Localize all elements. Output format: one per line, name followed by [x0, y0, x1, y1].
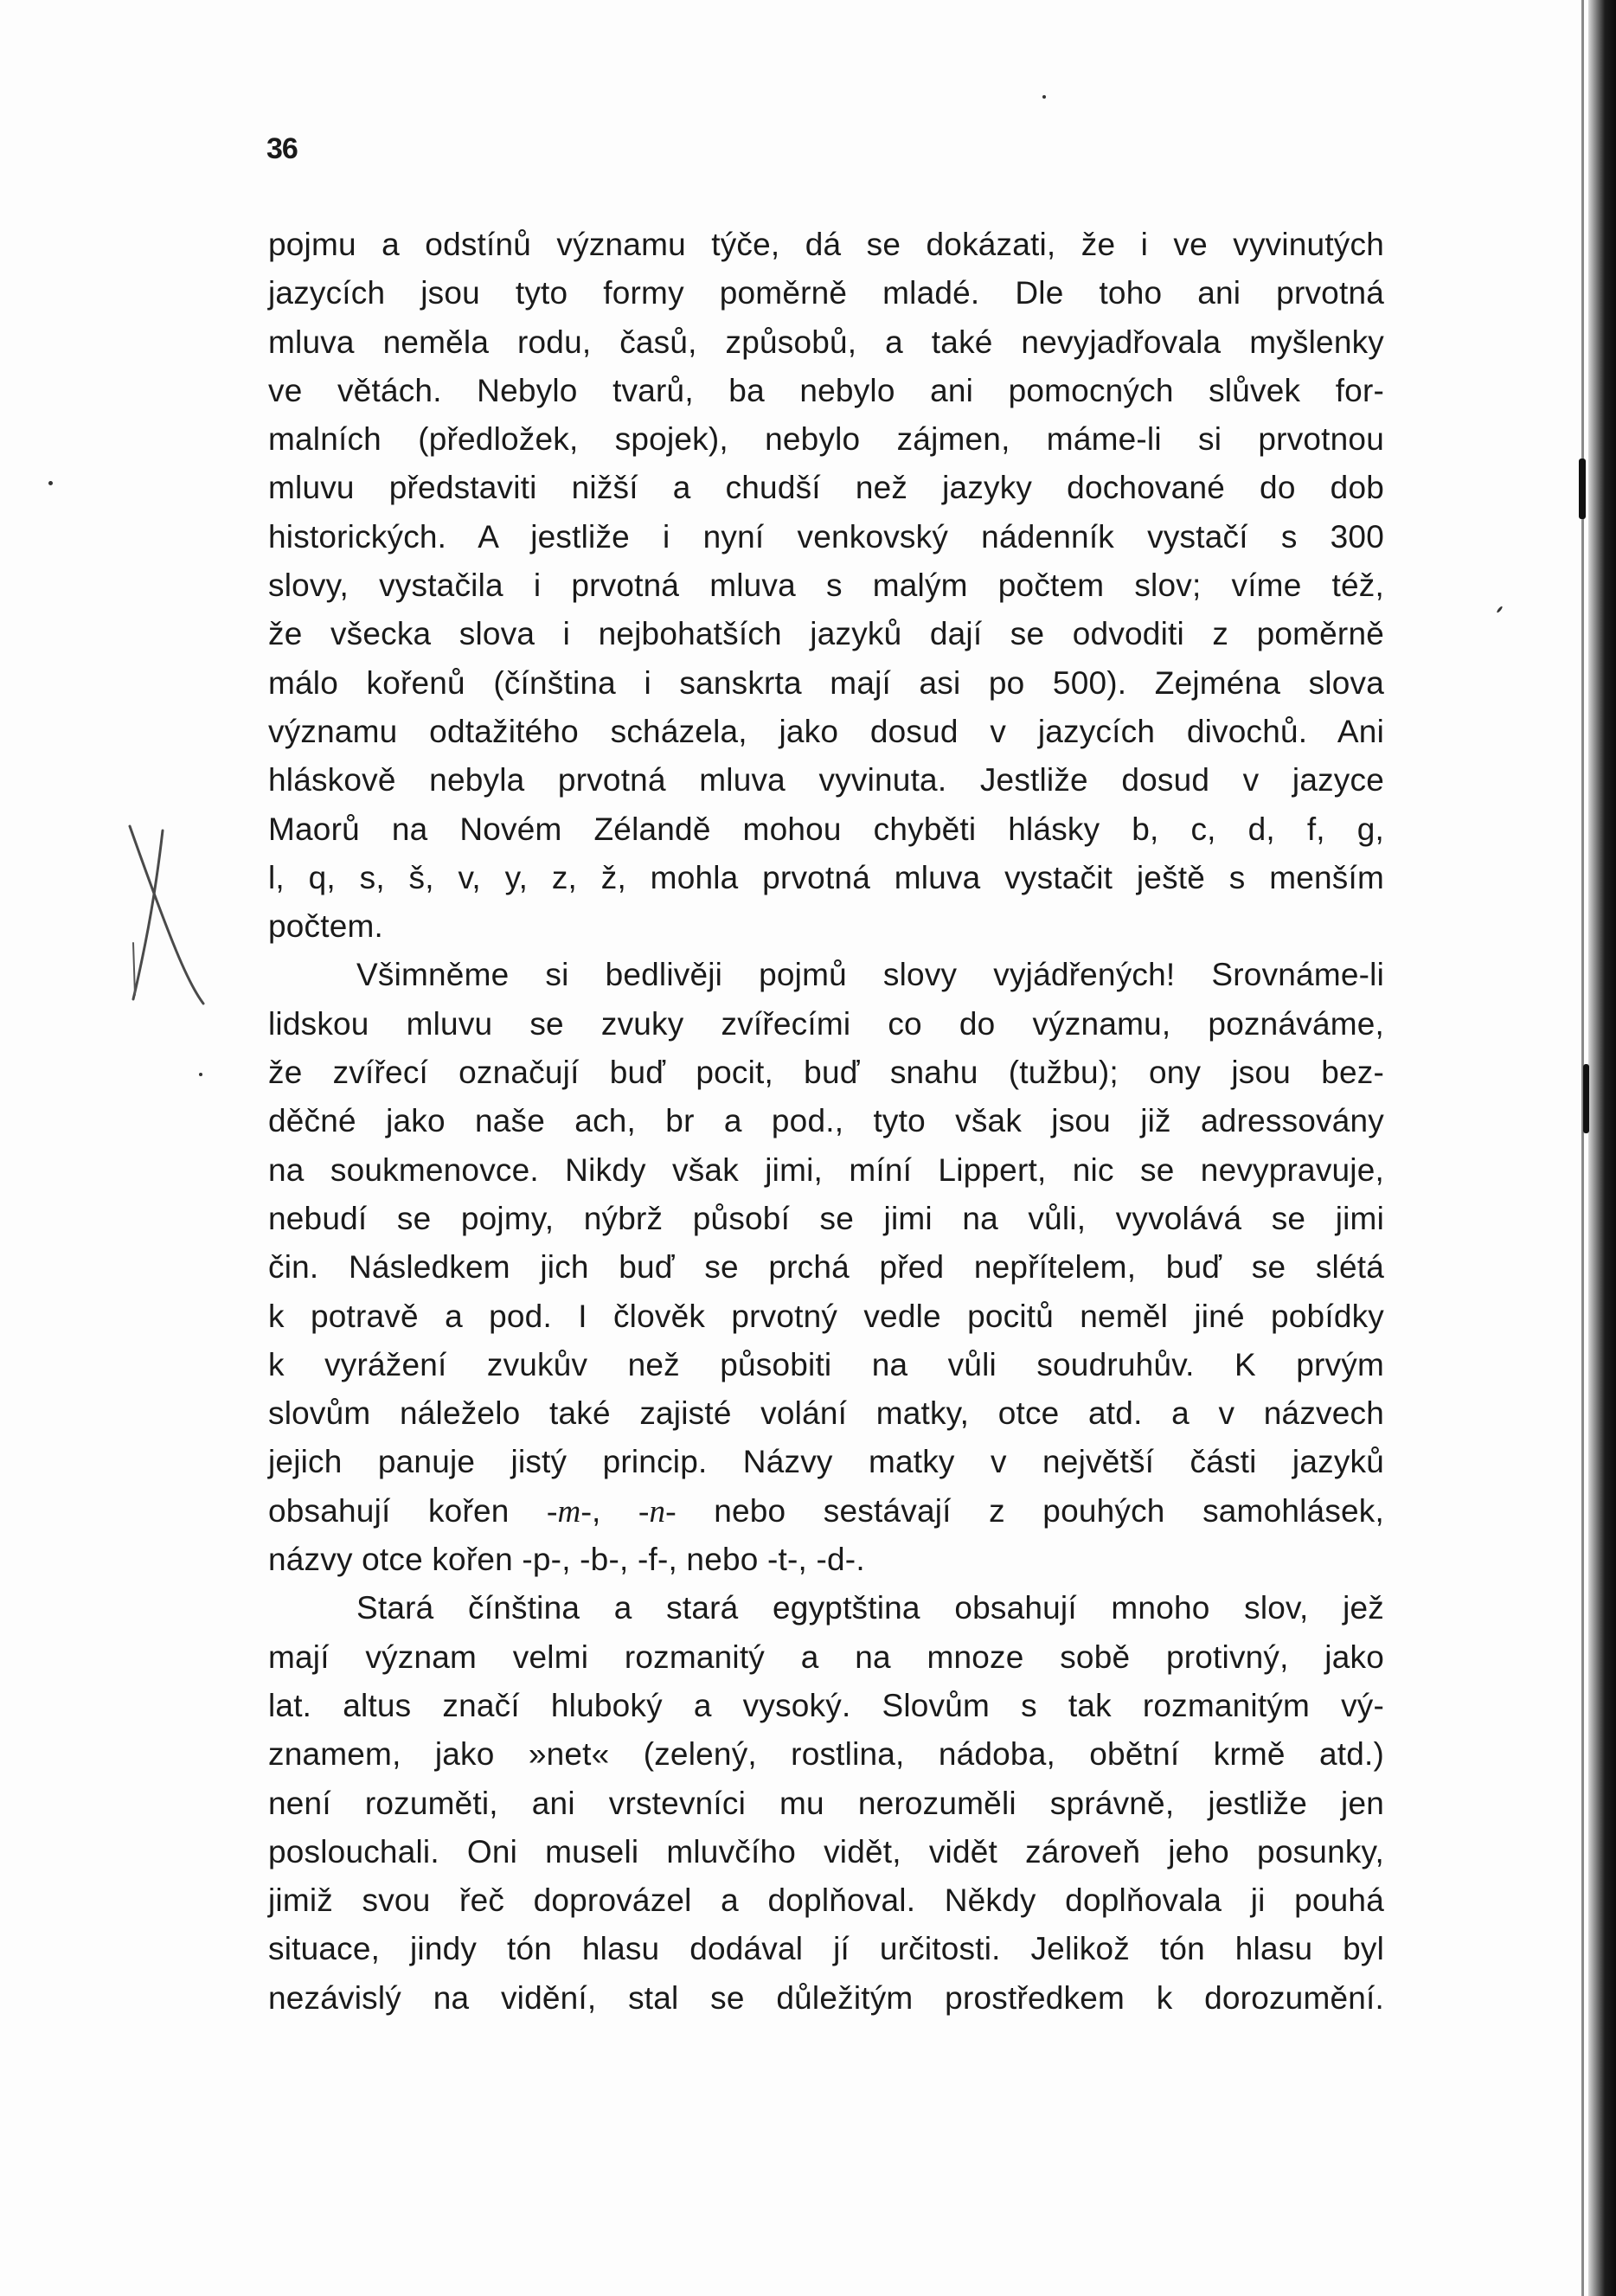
- pencil-x-mark-icon: [121, 822, 216, 1012]
- text-line: že všecka slova i nejbohatších jazyků dají se odvoditi z poměrně: [268, 616, 1384, 652]
- text-line: mluvu představiti nižší a chudší než jazyky dochované do dob: [268, 470, 1384, 506]
- text-line: k potravě a pod. I člověk prvotný vedle pocitů neměl jiné pobídky: [268, 1298, 1384, 1334]
- body-text: [268, 221, 1384, 2023]
- text-span: obsahují kořen: [268, 1492, 548, 1529]
- text-line: nezávislý na vidění, stal se důležitým prostředkem k dorozumění.: [268, 1979, 1384, 2016]
- text-line: není rozuměti, ani vrstevníci mu nerozuměli správně, jestliže jen: [268, 1785, 1384, 1821]
- text-line: slovům náleželo také zajisté volání matky, otce atd. a v názvech: [268, 1395, 1384, 1432]
- text-line: významu odtažitého scházela, jako dosud v jazycích divochů. Ani: [268, 713, 1384, 749]
- text-line: pojmu a odstínů významu týče, dá se dokázati, že i ve vyvinutých: [268, 227, 1384, 262]
- page-number: 36: [266, 132, 298, 165]
- text-line: na soukmenovce. Nikdy však jimi, míní Lippert, nic se nevypravuje,: [268, 1151, 1384, 1188]
- text-line: Stará čínština a stará egyptština obsahují mnoho slov, jež: [356, 1590, 1384, 1626]
- text-line: jimiž svou řeč doprovázel a doplňoval. Někdy doplňovala ji pouhá: [268, 1882, 1384, 1919]
- text-line: l, q, s, š, v, y, z, ž, mohla prvotná mluva vystačit ještě s menším: [268, 859, 1384, 895]
- text-line: poslouchali. Oni museli mluvčího vidět, vidět zároveň jeho posunky,: [268, 1833, 1384, 1870]
- italic-root-m: -m-: [547, 1493, 592, 1530]
- scan-edge-shadow: [1588, 0, 1616, 2296]
- text-line: nebudí se pojmy, nýbrž působí se jimi na vůli, vyvolává se jimi: [268, 1200, 1384, 1236]
- text-line: děčné jako naše ach, br a pod., tyto však jsou již adressovány: [268, 1103, 1384, 1139]
- text-span: nebo sestávají z pouhých samohlásek,: [676, 1492, 1384, 1529]
- text-line: historických. A jestliže i nyní venkovský nádenník vystačí s 300: [268, 518, 1384, 555]
- scan-speck: [1042, 95, 1046, 99]
- scan-speck: [1579, 459, 1586, 519]
- italic-root-n: -n-: [638, 1493, 677, 1530]
- scan-edge-line: [1581, 0, 1584, 2296]
- text-line: znamem, jako »net« (zelený, rostlina, nádoba, obětní krmě atd.): [268, 1736, 1384, 1773]
- scan-speck: [199, 1073, 202, 1076]
- text-line: mluva neměla rodu, časů, způsobů, a také nevyjadřovala myšlenky: [268, 324, 1384, 360]
- text-line: ve větách. Nebylo tvarů, ba nebylo ani pomocných slůvek for-: [268, 372, 1384, 408]
- text-line: jejich panuje jistý princip. Názvy matky v největší části jazyků: [268, 1444, 1384, 1480]
- text-line: málo kořenů (čínština i sanskrta mají asi po 500). Zejména slova: [268, 664, 1384, 701]
- text-line: počtem.: [268, 908, 384, 945]
- text-line: Maorů na Novém Zélandě mohou chyběti hlásky b, c, d, f, g,: [268, 811, 1384, 847]
- text-line: lidskou mluvu se zvuky zvířecími co do významu, poznáváme,: [268, 1005, 1384, 1042]
- text-line: názvy otce kořen -p-, -b-, -f-, nebo -t-, -d-.: [268, 1542, 865, 1578]
- text-line: že zvířecí označují buď pocit, buď snahu (tužbu); ony jsou bez-: [268, 1055, 1384, 1091]
- text-line: [268, 1487, 1384, 1536]
- text-line: malních (předložek, spojek), nebylo zájmen, máme-li si prvotnou: [268, 421, 1384, 458]
- scan-speck: [1583, 1064, 1589, 1133]
- text-line: k vyrážení zvukův než působiti na vůli soudruhův. K prvým: [268, 1346, 1384, 1382]
- text-line: slovy, vystačila i prvotná mluva s malým počtem slov; víme též,: [268, 568, 1384, 604]
- text-line: lat. altus značí hluboký a vysoký. Slovům s tak rozmanitým vý-: [268, 1687, 1384, 1723]
- scan-speck: [1496, 606, 1503, 613]
- scan-speck: [48, 481, 53, 485]
- text-span: ,: [592, 1492, 638, 1529]
- text-line: hláskově nebyla prvotná mluva vyvinuta. Jestliže dosud v jazyce: [268, 762, 1384, 798]
- text-line: situace, jindy tón hlasu dodával jí určitosti. Jelikož tón hlasu byl: [268, 1931, 1384, 1967]
- text-line: jazycích jsou tyto formy poměrně mladé. Dle toho ani prvotná: [268, 275, 1384, 311]
- text-line: Všimněme si bedlivěji pojmů slovy vyjádřených! Srovnáme-li: [356, 957, 1384, 993]
- text-line: mají význam velmi rozmanitý a na mnoze sobě protivný, jako: [268, 1639, 1384, 1675]
- text-line: čin. Následkem jich buď se prchá před nepřítelem, buď se slétá: [268, 1249, 1384, 1286]
